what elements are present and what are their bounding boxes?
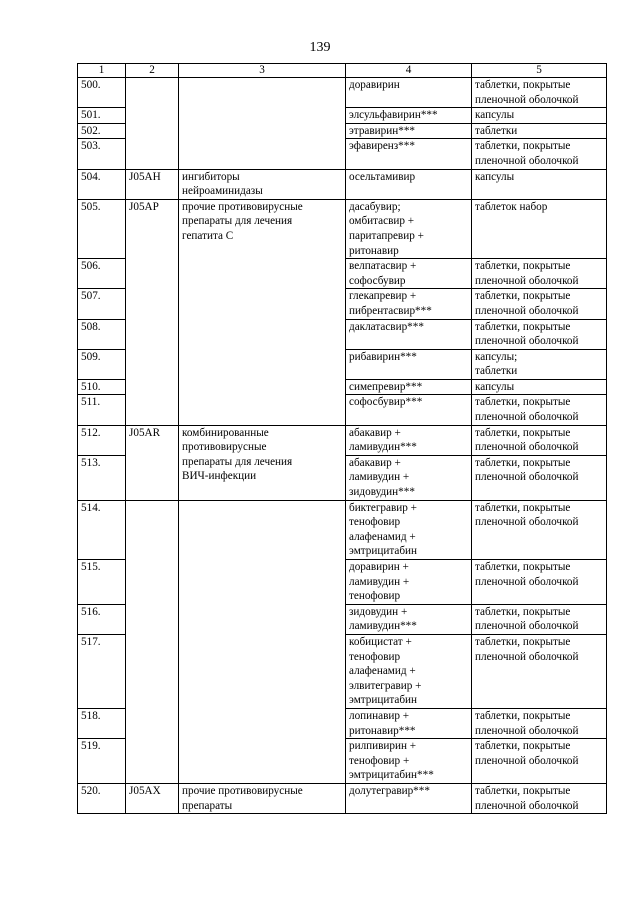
dosage-form xyxy=(472,349,607,379)
drug-name-line: глекапревир + xyxy=(349,290,417,303)
dosage-form xyxy=(472,199,607,258)
drug-name-line: тенофовир xyxy=(349,516,401,529)
drug-name xyxy=(346,604,472,634)
dosage-form-line: капсулы xyxy=(475,170,515,183)
dosage-form-line: капсулы xyxy=(475,380,515,393)
row-number: 520. xyxy=(78,783,126,813)
dosage-form xyxy=(472,259,607,289)
drug-name xyxy=(346,455,472,500)
drug-name xyxy=(346,395,472,425)
drug-name-line: лопинавир + xyxy=(349,709,410,722)
dosage-form xyxy=(472,634,607,708)
row-number: 504. xyxy=(78,169,126,199)
row-number: 502. xyxy=(78,123,126,139)
drug-name xyxy=(346,708,472,738)
dosage-form-line: пленочной оболочкой xyxy=(475,471,579,484)
dosage-form-line: пленочной оболочкой xyxy=(475,620,579,633)
dosage-form xyxy=(472,560,607,605)
drug-name xyxy=(346,634,472,708)
table-body xyxy=(78,78,607,814)
drug-name-line: рибавирин*** xyxy=(349,350,417,363)
atc-code: J05AR xyxy=(126,425,179,500)
drug-name-line: симепревир*** xyxy=(349,380,423,393)
drug-group xyxy=(179,783,346,813)
drug-name xyxy=(346,349,472,379)
dosage-form-line: капсулы xyxy=(475,109,515,122)
row-number: 518. xyxy=(78,708,126,738)
drug-name-line: кобицистат + xyxy=(349,635,412,648)
drug-name-line: биктегравир + xyxy=(349,501,417,514)
drug-name-line: доравирин + xyxy=(349,561,409,573)
drug-name-line: ритонавир xyxy=(349,244,399,257)
table-row xyxy=(78,78,607,108)
drug-name-line: осельтамивир xyxy=(349,170,416,183)
drug-table xyxy=(77,63,607,814)
dosage-form-line: пленочной оболочкой xyxy=(475,724,579,737)
drug-name-line: рилпивирин + xyxy=(349,740,417,753)
drug-name-line: софосбувир xyxy=(349,274,406,287)
row-number: 500. xyxy=(78,78,126,108)
dosage-form-line: пленочной оболочкой xyxy=(475,650,579,663)
drug-name xyxy=(346,560,472,605)
column-header: 2 xyxy=(126,64,179,78)
drug-group xyxy=(179,425,346,500)
drug-name-line: ламивудин + xyxy=(349,471,410,484)
drug-group xyxy=(179,500,346,783)
drug-name-line: эмтрицитабин*** xyxy=(349,769,434,782)
drug-name xyxy=(346,739,472,784)
dosage-form-line: пленочной оболочкой xyxy=(475,304,579,317)
drug-name-line: абакавир + xyxy=(349,456,401,469)
row-number: 507. xyxy=(78,289,126,319)
drug-group-line: противовирусные xyxy=(182,441,267,454)
row-number: 516. xyxy=(78,604,126,634)
drug-group-line: ингибиторы xyxy=(182,170,240,183)
drug-name-line: велпатасвир + xyxy=(349,260,417,273)
drug-name-line: паритапревир + xyxy=(349,229,424,242)
drug-group-line: препараты для лечения xyxy=(182,215,293,228)
dosage-form xyxy=(472,455,607,500)
dosage-form xyxy=(472,604,607,634)
dosage-form-line: пленочной оболочкой xyxy=(475,799,579,812)
dosage-form xyxy=(472,708,607,738)
dosage-form-line: пленочной оболочкой xyxy=(475,335,579,348)
dosage-form-line: таблетки, покрытые xyxy=(475,635,571,648)
drug-name-line: софосбувир*** xyxy=(349,396,423,409)
column-header: 4 xyxy=(346,64,472,78)
dosage-form-line: пленочной оболочкой xyxy=(475,754,579,767)
drug-name xyxy=(346,259,472,289)
drug-name-line: эфавиренз*** xyxy=(349,140,415,153)
dosage-form-line: таблетки, покрытые xyxy=(475,740,571,753)
row-number: 511. xyxy=(78,395,126,425)
drug-name-line: доравирин xyxy=(349,79,400,91)
row-number: 510. xyxy=(78,379,126,395)
table-row xyxy=(78,783,607,813)
drug-name-line: омбитасвир + xyxy=(349,215,415,228)
drug-name-line: дасабувир; xyxy=(349,200,401,213)
row-number: 503. xyxy=(78,139,126,169)
table-row xyxy=(78,500,607,559)
dosage-form xyxy=(472,739,607,784)
row-number: 519. xyxy=(78,739,126,784)
drug-name xyxy=(346,123,472,139)
drug-name-line: эмтрицитабин xyxy=(349,694,418,707)
drug-name-line: эмтрицитабин xyxy=(349,545,418,558)
dosage-form-line: таблетки, покрытые xyxy=(475,501,571,514)
dosage-form-line: пленочной оболочкой xyxy=(475,516,579,529)
drug-group-line: препараты xyxy=(182,799,233,812)
dosage-form xyxy=(472,379,607,395)
row-number: 509. xyxy=(78,349,126,379)
drug-name xyxy=(346,108,472,124)
dosage-form-line: пленочной оболочкой xyxy=(475,411,579,424)
dosage-form-line: таблетки, покрытые xyxy=(475,320,571,333)
drug-name-line: ламивудин + xyxy=(349,575,410,588)
drug-name xyxy=(346,783,472,813)
drug-name-line: абакавир + xyxy=(349,426,401,439)
drug-name-line: этравирин*** xyxy=(349,124,416,137)
atc-code xyxy=(126,500,179,783)
dosage-form xyxy=(472,289,607,319)
table-row xyxy=(78,199,607,258)
dosage-form-line: пленочной оболочкой xyxy=(475,441,579,454)
atc-code: J05AX xyxy=(126,783,179,813)
column-header: 3 xyxy=(179,64,346,78)
dosage-form-line: таблетки xyxy=(475,365,518,378)
atc-code: J05AH xyxy=(126,169,179,199)
dosage-form-line: таблетки, покрытые xyxy=(475,456,571,469)
dosage-form-line: капсулы; xyxy=(475,350,518,363)
dosage-form xyxy=(472,123,607,139)
drug-group xyxy=(179,169,346,199)
drug-group-line: гепатита C xyxy=(182,229,234,242)
dosage-form-line: таблетки, покрытые xyxy=(475,290,571,303)
column-header: 5 xyxy=(472,64,607,78)
dosage-form-line: таблеток набор xyxy=(475,200,548,213)
atc-code xyxy=(126,78,179,170)
drug-name xyxy=(346,425,472,455)
dosage-form xyxy=(472,169,607,199)
dosage-form xyxy=(472,395,607,425)
dosage-form-line: таблетки, покрытые xyxy=(475,79,571,91)
drug-name-line: ламивудин*** xyxy=(349,441,417,454)
header-row xyxy=(78,64,607,78)
drug-name xyxy=(346,289,472,319)
drug-name-line: ламивудин*** xyxy=(349,620,417,633)
row-number: 512. xyxy=(78,425,126,455)
table-row xyxy=(78,169,607,199)
drug-group xyxy=(179,78,346,170)
drug-group-line: нейроаминидазы xyxy=(182,185,263,198)
dosage-form-line: таблетки, покрытые xyxy=(475,709,571,722)
drug-group-line: прочие противовирусные xyxy=(182,784,303,797)
row-number: 501. xyxy=(78,108,126,124)
dosage-form xyxy=(472,500,607,559)
dosage-form-line: таблетки, покрытые xyxy=(475,561,571,573)
drug-name-line: зидовудин + xyxy=(349,605,408,618)
dosage-form-line: пленочной оболочкой xyxy=(475,93,579,106)
row-number: 508. xyxy=(78,319,126,349)
drug-name-line: элсульфавирин*** xyxy=(349,109,438,122)
drug-name xyxy=(346,139,472,169)
drug-name-line: элвитегравир + xyxy=(349,679,422,692)
row-number: 513. xyxy=(78,455,126,500)
drug-name xyxy=(346,500,472,559)
drug-name-line: ритонавир*** xyxy=(349,724,416,737)
row-number: 506. xyxy=(78,259,126,289)
dosage-form-line: пленочной оболочкой xyxy=(475,575,579,588)
dosage-form-line: таблетки, покрытые xyxy=(475,396,571,409)
dosage-form xyxy=(472,783,607,813)
drug-name-line: долутегравир*** xyxy=(349,784,430,797)
dosage-form-line: таблетки, покрытые xyxy=(475,260,571,273)
drug-name-line: даклатасвир*** xyxy=(349,320,424,333)
atc-code: J05AP xyxy=(126,199,179,425)
dosage-form xyxy=(472,78,607,108)
drug-name-line: тенофовир xyxy=(349,590,401,603)
drug-name xyxy=(346,78,472,108)
drug-name-line: тенофовир + xyxy=(349,754,410,767)
drug-name xyxy=(346,169,472,199)
row-number: 515. xyxy=(78,560,126,605)
drug-name-line: алафенамид + xyxy=(349,665,416,678)
drug-name-line: тенофовир xyxy=(349,650,401,663)
drug-name xyxy=(346,379,472,395)
drug-group xyxy=(179,199,346,425)
row-number: 505. xyxy=(78,199,126,258)
drug-name xyxy=(346,319,472,349)
dosage-form-line: таблетки, покрытые xyxy=(475,784,571,797)
drug-group-line: комбинированные xyxy=(182,426,269,439)
dosage-form-line: таблетки xyxy=(475,124,518,137)
drug-group-line: препараты для лечения xyxy=(182,455,293,468)
dosage-form xyxy=(472,139,607,169)
dosage-form-line: пленочной оболочкой xyxy=(475,154,579,167)
dosage-form-line: пленочной оболочкой xyxy=(475,274,579,287)
drug-name-line: пибрентасвир*** xyxy=(349,304,432,317)
table-row xyxy=(78,425,607,455)
dosage-form xyxy=(472,108,607,124)
row-number: 514. xyxy=(78,500,126,559)
dosage-form-line: таблетки, покрытые xyxy=(475,426,571,439)
drug-group-line: прочие противовирусные xyxy=(182,200,303,213)
drug-name-line: зидовудин*** xyxy=(349,486,415,499)
dosage-form xyxy=(472,319,607,349)
dosage-form-line: таблетки, покрытые xyxy=(475,140,571,153)
dosage-form xyxy=(472,425,607,455)
column-header: 1 xyxy=(78,64,126,78)
page-number: 139 xyxy=(309,40,331,55)
drug-name-line: алафенамид + xyxy=(349,530,416,543)
row-number: 517. xyxy=(78,634,126,708)
dosage-form-line: таблетки, покрытые xyxy=(475,605,571,618)
drug-name xyxy=(346,199,472,258)
drug-group-line: ВИЧ-инфекции xyxy=(182,470,257,483)
